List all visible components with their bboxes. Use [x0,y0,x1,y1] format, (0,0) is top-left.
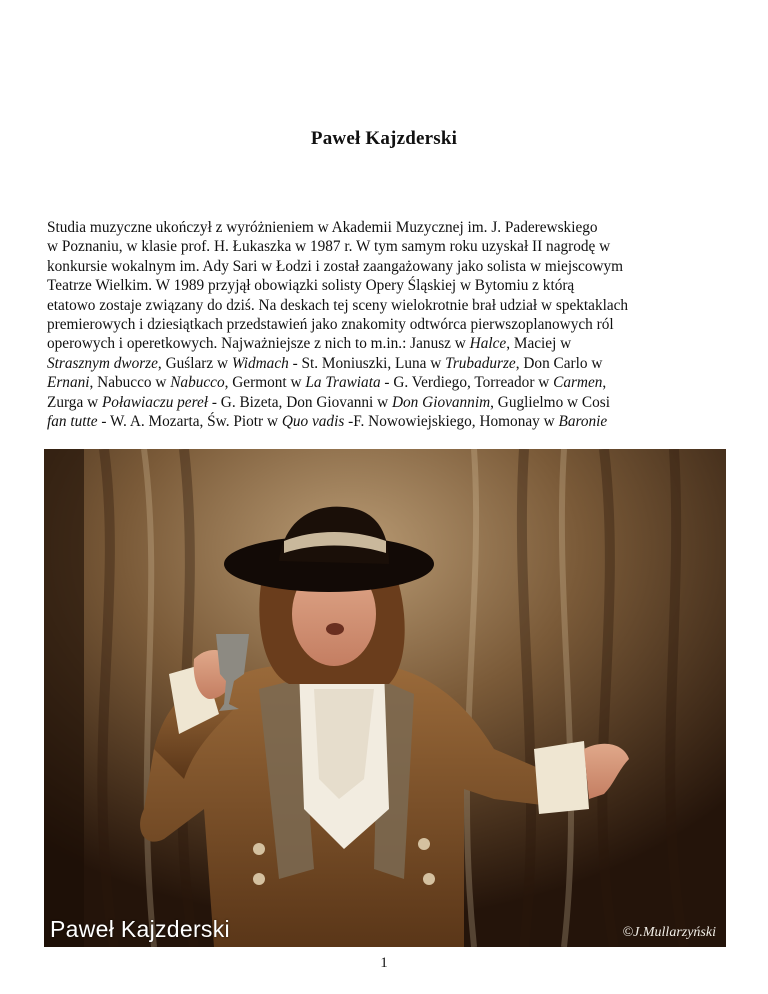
work-title: Trubadurze [445,354,516,372]
work-title: Halce [469,335,507,353]
bio-line [47,218,737,237]
bio-text: , Guglielmo w Cosi [490,393,610,411]
bio-text: Studia muzyczne ukończył z wyróżnieniem w Akademii Muzycznej im. J. Paderewskiego [47,219,598,236]
bio-text: , Don Carlo w [515,354,603,372]
bio-text: , Nabucco w [89,374,171,392]
bio-text: - W. A. Mozarta, Św. Piotr w [97,413,282,431]
work-title: Carmen [553,374,603,392]
bio-text: etatowo zostaje związany do dziś. Na deskach tej sceny wielokrotnie brał udział w spektaklach [47,296,629,314]
bio-line [47,296,737,315]
bio-line [47,276,737,295]
bio-line [47,257,737,276]
bio-line [47,412,737,431]
work-title: Nabucco [170,374,225,392]
work-title: Widmach [231,354,289,372]
work-title: Poławiaczu pereł [101,393,209,411]
work-title: Ernani [47,374,90,392]
work-title: Strasznym dworze [47,354,158,372]
work-title: La Trawiata [305,374,381,392]
bio-text: konkursie wokalnym im. Ady Sari w Łodzi i został zaangażowany jako solista w miejscowym [47,257,624,275]
bio-text: premierowych i dziesiątkach przedstawień jako znakomity odtwórca pierwszoplanowych ról [47,316,614,334]
page-number: 1 [380,955,388,971]
bio-text: - G. Bizeta, Don Giovanni w [208,393,392,411]
bio-text: , Germont w [224,374,306,392]
bio-line [47,237,737,256]
bio-text: - St. Moniuszki, Luna w [288,354,446,372]
bio-text: , Maciej w [506,335,572,353]
bio-text: - G. Verdiego, Torreador w [380,374,554,392]
bio-line [47,354,737,373]
photo-caption: Paweł Kajzderski [50,916,230,942]
work-title: Don Giovannim [391,393,491,411]
page-title: Paweł Kajzderski [310,128,458,149]
biography-text [47,218,737,431]
bio-line [47,334,737,353]
bio-text: operowych i operetkowych. Najważniejsze z nich to m.in.: Janusz w [47,335,470,353]
bio-text: , [602,374,607,392]
bio-line [47,315,737,334]
work-title: Quo vadis [281,413,345,431]
photo-illustration [44,449,726,947]
work-title: Baronie [558,413,608,431]
bio-line [47,373,737,392]
bio-text: , Guślarz w [157,354,232,372]
singer-photo [44,449,726,947]
bio-line [47,393,737,412]
bio-text: Zurga w [47,393,102,411]
bio-text: Teatrze Wielkim. W 1989 przyjął obowiązki solisty Opery Śląskiej w Bytomiu z którą [47,277,575,295]
work-title: fan tutte [47,413,98,431]
bio-text: -F. Nowowiejskiego, Homonay w [344,413,559,431]
bio-text: w Poznaniu, w klasie prof. H. Łukaszka w 1987 r. W tym samym roku uzyskał II nagrodę w [47,238,611,256]
photo-credit: ©J.Mullarzyński [622,925,716,940]
